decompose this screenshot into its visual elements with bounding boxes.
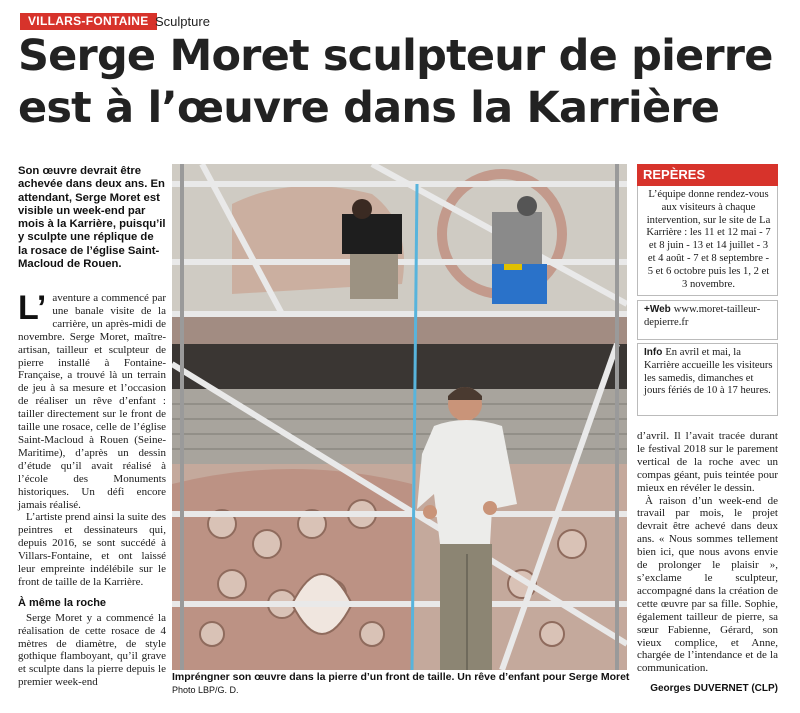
article-paragraph-5: À raison d’un week-end de travail par mois, le projet devrait être achevé dans deux ans. « Nous sommes tellement bien ici, que nous avons envie de prolonger le plaisir », s’exclame le sculpteur, accompagné dans la création de cette œuvre par sa fille. Sophie, également tailleur de pierre, sa sœur Fabienne, Gérard, son vieux complice, et Anne, chargée de l’intendance et de la communication. (637, 494, 778, 675)
article-subhead: À même la roche (18, 596, 107, 609)
info-text: En avril et mai, la Karrière accueille les visiteurs les samedis, dimanches et jours fériés de 10 à 17 heures. (644, 347, 773, 397)
photo-caption (172, 671, 632, 697)
author-byline: Georges DUVERNET (CLP) (650, 683, 778, 694)
headline-line-2: est à l’œuvre dans la Karrière (18, 83, 720, 133)
scaffold-sculptor-illustration (172, 164, 627, 670)
article-paragraph-4: d’avril. Il l’avait tracée durant le festival 2018 sur le parement vertical de la roche avec un compas géant, puis teintée pour mieux en révéler le dessin. (637, 430, 778, 494)
article-column-1 (18, 289, 166, 689)
article-paragraph-2: L’artiste prend ainsi la suite des peintres et dessinateurs qui, depuis 2016, se sont succédé à Villars-Fontaine, et ont laissé leur empreinte indélébile sur le front de taille de la Karrière. (18, 511, 166, 588)
article-column-3 (637, 430, 778, 675)
reperes-web-box (637, 300, 778, 340)
article-photo (172, 164, 627, 670)
rubric-label: Sculpture (155, 14, 210, 29)
web-label: +Web (644, 304, 671, 315)
paragraph-1-text: aventure a commencé par une banale visite de la carrière, un après-midi de novembre. Serge Moret, maître-artisan, tailleur et sculpteur de pierre installé à Fontaine-Française, a trouvé là un terrain de jeu à sa mesure et l’occasion de réaliser un rêve d’enfant : tailler directement sur le front de taille une rosace, celle de l’église Saint-Macloud à Rouen (Seine-Maritime), d’après un dessin d’étude qu’il avait réalisé à l’école des Monuments historiques. Un défi encore jamais réalisé. (18, 292, 166, 511)
headline-line-1: Serge Moret sculpteur de pierre (18, 31, 773, 81)
info-label: Info (644, 347, 663, 358)
photo-credit: Photo LBP/G. D. (172, 685, 239, 695)
lead-paragraph: Son œuvre devrait être achevée dans deux ans. En attendant, Serge Moret est visible un week-end par mois à la Karrière, puisqu’il y sculpte une réplique de la rosace de l’église Saint-Macloud de Rouen. (18, 165, 166, 271)
headline (18, 30, 788, 134)
drop-cap: L’ (18, 289, 47, 327)
caption-text: Impréngner son œuvre dans la pierre d’un front de taille. Un rêve d’enfant pour Serge Moret (172, 671, 630, 683)
web-link[interactable]: www.moret-tailleur-depierre.fr (644, 304, 761, 328)
location-tag: VILLARS-FONTAINE (20, 13, 157, 30)
reperes-heading: REPÈRES (637, 164, 778, 186)
reperes-info-box (637, 343, 778, 416)
reperes-dates-box: L’équipe donne rendez-vous aux visiteurs à chaque intervention, sur le site de La Karrière : les 11 et 12 mai - 7 et 8 juin - 13 et 14 juillet - 3 et 4 août - 7 et 8 septembre - 5 et 6 octobre puis les 1, 2 et 3 novembre. (637, 186, 778, 296)
article-paragraph-1 (18, 289, 166, 511)
article-paragraph-3: Serge Moret y a commencé la réalisation de cette rosace de 4 mètres de diamètre, de style gothique flamboyant, qu’il grave et sculpte dans la pierre depuis le premier week-end (18, 611, 166, 689)
